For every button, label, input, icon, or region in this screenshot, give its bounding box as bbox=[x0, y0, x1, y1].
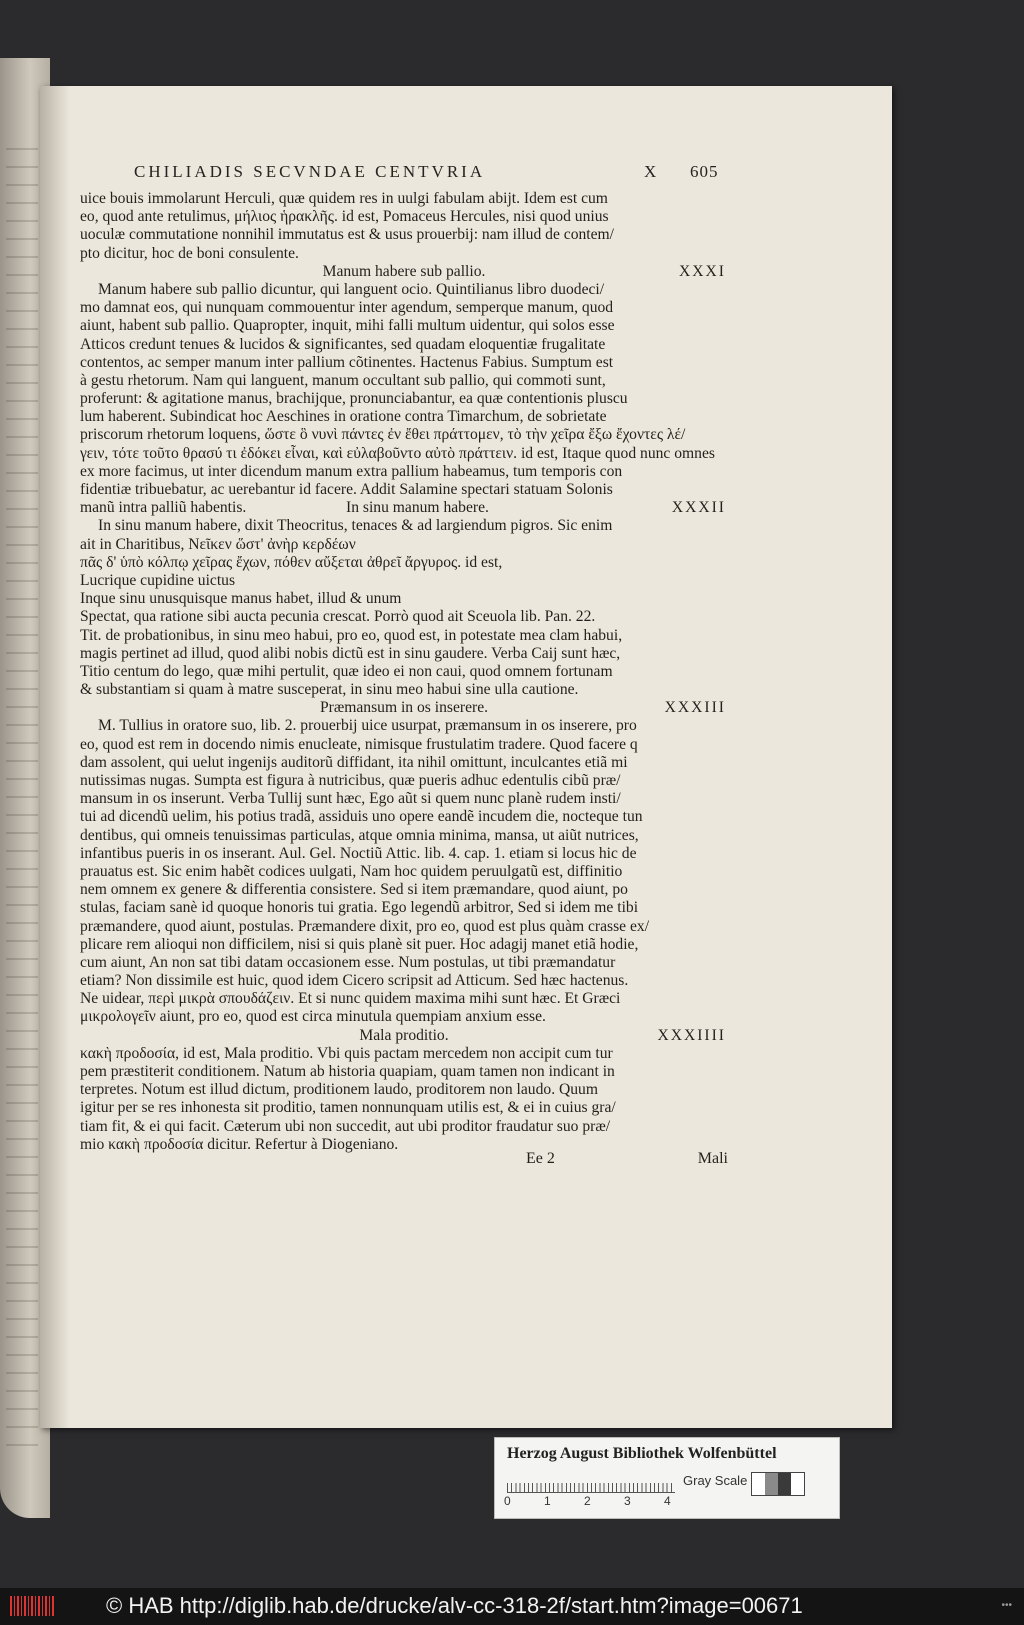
text-line: & substantiam si quam à matre susceperat, in sinu meo habui sine ulla cautione. bbox=[80, 681, 579, 699]
text-line: terpretes. Notum est illud dictum, proditionem laudo, proditorem non laudo. Quum bbox=[80, 1081, 598, 1099]
text-line: pem præstiterit conditionem. Natum ab historia quapiam, quam tamen non indicant in bbox=[80, 1063, 615, 1080]
text-line: pto dicitur, hoc de boni consulente. bbox=[80, 244, 299, 262]
scale-number: 4 bbox=[664, 1494, 671, 1508]
more-icon: ••• bbox=[1001, 1600, 1012, 1611]
text-line: Atticos credunt tenues & lucidos & significantes, sed quadam eloquentiæ frugalitate bbox=[80, 335, 606, 353]
text-line: à gestu rhetorum. Nam qui languent, manum occultant sub pallio, qui commoti sunt, bbox=[80, 371, 606, 389]
text-line: prauatus est. Sic enim habẽt codices uulgati, Nam hoc quidem peruulgatũ est, diffinitio bbox=[80, 862, 623, 880]
text-line: ait in Charitibus, Νεῖκεν ὥστ' ἀνὴρ κερδέων bbox=[80, 535, 356, 553]
text-line: dam assolent, qui uelut ingenijs auditorũ diffidant, ita nihil omittunt, inculcantes etiã mi bbox=[80, 753, 628, 771]
scale-number: 3 bbox=[624, 1494, 631, 1508]
gray-step bbox=[752, 1473, 765, 1495]
text-line: γειν, τότε τοῦτο θρασύ τι ἐδόκει εἶναι, καὶ εὐλαβοῦντο αὐτὸ πράττειν. id est, Itaque quod nunc omnes bbox=[80, 444, 715, 462]
facing-page-text bbox=[6, 148, 38, 1448]
body-text bbox=[80, 190, 728, 1154]
running-head-title: CHILIADIS SECVNDAE CENTVRIA bbox=[134, 162, 486, 181]
text-line: M. Tullius in oratore suo, lib. 2. prouerbij uice usurpat, præmansum in os inserere, pro bbox=[98, 717, 637, 735]
text-line: etiam? Non dissimile est huic, quod idem Cicero scripsit ad Atticum. Sed hæc hactenus. bbox=[80, 972, 629, 990]
hab-logo-icon bbox=[10, 1596, 54, 1616]
scale-number: 1 bbox=[544, 1494, 551, 1508]
text-line: Lucrique cupidine uictus bbox=[80, 571, 236, 589]
adage-heading bbox=[80, 263, 728, 281]
text-line: uice bouis immolarunt Herculi, quæ quidem res in uulgi fabulam abijt. Idem est cum bbox=[80, 190, 608, 207]
text-line: igitur per se res inhonesta sit proditio, tamen nonnunquam utilis est, & ei in cuius gra/ bbox=[80, 1099, 616, 1117]
text-line: mo damnat eos, qui nunquam commouentur inter agendum, semperque manum, quod bbox=[80, 299, 614, 317]
library-label-card bbox=[494, 1437, 840, 1519]
scale-number: 0 bbox=[504, 1494, 511, 1508]
book-page bbox=[40, 86, 892, 1428]
text-line: eo, quod ante retulimus, μήλιος ἡρακλῆς. id est, Pomaceus Hercules, nisi quod unius bbox=[80, 208, 609, 226]
text-line: priscorum rhetorum loquens, ὥστε ὃ νυνὶ πάντες ἐν ἔθει πράττομεν, τὸ τὴν χεῖρα ἔξω ἔχοντες λέ/ bbox=[80, 426, 686, 444]
folio-number: 605 bbox=[690, 162, 719, 181]
gray-scale-label: Gray Scale bbox=[683, 1473, 748, 1488]
text-line: In sinu manum habere, dixit Theocritus, tenaces & ad largiendum pigros. Sic enim bbox=[98, 517, 613, 535]
text-line: aiunt, habent sub pallio. Quapropter, inquit, mihi falli multum uidentur, qui solos esse bbox=[80, 317, 615, 335]
text-line: Spectat, qua ratione sibi aucta pecunia crescat. Porrò quod ait Sceuola lib. Pan. 22. bbox=[80, 608, 596, 626]
text-line: ex more facimus, ut inter dicendum manum extra pallium habeamus, tum temporis con bbox=[80, 462, 623, 480]
text-line: lum haberent. Subindicat hoc Aeschines in oratione contra Timarchum, de sobrietate bbox=[80, 408, 607, 426]
text-line: fidentiæ tribuebatur, ac uerebantur id facere. Addit Salamine spectari statuam Solonis bbox=[80, 481, 613, 498]
adage-number: XXXIII bbox=[664, 699, 726, 717]
text-line: μικρολογεῖν aiunt, pro eo, quod est circa minutula quempiam anxium esse. bbox=[80, 1008, 546, 1026]
gray-step bbox=[765, 1473, 778, 1495]
text-line-end: manũ intra palliũ habentis. bbox=[80, 499, 247, 517]
gray-step bbox=[791, 1473, 804, 1495]
text-line: tiam fit, & ei qui facit. Cæterum ubi non succedit, aut ubi proditor fraudatur suo præ/ bbox=[80, 1117, 611, 1135]
scale-numbers bbox=[504, 1494, 687, 1510]
adage-heading bbox=[80, 699, 728, 717]
text-line: πᾶς δ' ὑπὸ κόλπῳ χεῖρας ἔχων, πόθεν αὔξεται ἀθρεῖ ἄργυρος. id est, bbox=[80, 553, 503, 571]
text-line: κακὴ προδοσία, id est, Mala proditio. Vbi quis pactam mercedem non accipit cum tur bbox=[80, 1044, 613, 1062]
text-line: proferunt: & agitatione manus, brachijque, pronunciabantur, ea quæ contentionis pluscu bbox=[80, 390, 628, 408]
adage-title: In sinu manum habere. bbox=[346, 499, 489, 517]
library-name: Herzog August Bibliothek Wolfenbüttel bbox=[507, 1445, 777, 1462]
text-line: tui ad dicendũ uelim, his potius tradã, assiduis uno opere eandẽ incudem die, nocteque tun bbox=[80, 808, 643, 826]
text-line: stulas, faciam sanè id quoque honoris tui gratia. Ego legendũ arbitror, Sed si idem me tibi bbox=[80, 899, 639, 917]
adage-number: XXXI bbox=[679, 262, 726, 280]
text-line: Inque sinu unusquisque manus habet, illud & unum bbox=[80, 590, 402, 608]
catchword: Mali bbox=[697, 1150, 728, 1167]
adage-number: XXXIIII bbox=[657, 1026, 726, 1044]
text-line: infantibus pueris in os inserant. Aul. Gel. Noctiũ Attic. lib. 4. cap. 1. etiam si locus hic de bbox=[80, 844, 637, 862]
adage-heading bbox=[80, 1027, 728, 1045]
gray-scale-swatch bbox=[751, 1472, 805, 1496]
text-line: mansum in os inserunt. Verba Tullij sunt hæc, Ego aũt si quem nunc planè rudem insti/ bbox=[80, 790, 621, 808]
text-line: præmandere, quod aiunt, postulas. Præmandere dixit, pro eo, quod est plus quàm crasse ex/ bbox=[80, 917, 650, 935]
text-line: dentibus, qui omneis tenuissimas particulas, atque omnia minima, mansa, ut aiũt nutrices, bbox=[80, 826, 639, 844]
text-line: mio κακὴ προδοσία dicitur. Refertur à Diogeniano. bbox=[80, 1135, 399, 1153]
scale-ruler bbox=[507, 1472, 675, 1493]
spine-shadow bbox=[40, 86, 70, 1428]
text-line: Titio centum do lego, quæ mihi pertulit, quæ ideo ei non caui, quod omnem fortunam bbox=[80, 662, 613, 680]
text-line: uoculæ commutatione nonnihil immutatus est & usus prouerbij: nam illud de contem/ bbox=[80, 226, 615, 244]
text-line: magis pertinet ad illud, quod alibi nobis dictũ est in sinu gaudere. Verba Caij sunt hæc, bbox=[80, 644, 621, 662]
gray-step bbox=[778, 1473, 791, 1495]
text-line: Manum habere sub pallio dicuntur, qui languent ocio. Quintilianus libro duodeci/ bbox=[98, 280, 605, 298]
adage-heading bbox=[80, 499, 728, 517]
text-line: nutissimas nugas. Sumpta est figura à nutricibus, quæ pueris adhuc edentulis cibũ præ/ bbox=[80, 772, 621, 789]
running-head bbox=[134, 162, 734, 186]
catchline bbox=[80, 1150, 728, 1172]
footer-bar bbox=[0, 1588, 1024, 1625]
adage-title: Mala proditio. bbox=[359, 1026, 449, 1044]
text-line: contentos, ac semper manum inter pallium cõtinentes. Hactenus Fabius. Sumptum est bbox=[80, 353, 614, 371]
text-line: plicare rem alioqui non difficilem, nisi si quis planè sit puer. Hoc adagij manet etiã hodie, bbox=[80, 935, 639, 953]
signature-mark: Ee 2 bbox=[526, 1150, 555, 1167]
text-line: eo, quod est rem in docendo nimis enucleate, nimisque frustulatim tradere. Quod facere q bbox=[80, 735, 638, 753]
adage-title: Præmansum in os inserere. bbox=[319, 699, 489, 717]
text-line: nem omnem ex genere & differentia consistere. Sed si item præmandare, quod aiunt, po bbox=[80, 881, 628, 899]
footer-url: © HAB http://diglib.hab.de/drucke/alv-cc-318-2f/start.htm?image=00671 bbox=[106, 1593, 803, 1618]
adage-title: Manum habere sub pallio. bbox=[322, 262, 486, 280]
adage-number: XXXII bbox=[671, 499, 726, 517]
text-line: Tit. de probationibus, in sinu meo habui, pro eo, quod est, in potestate mea clam habui, bbox=[80, 626, 623, 644]
text-line: cum aiunt, An non sat tibi datam occasionem esse. Num postulas, ut tibi præmandatur bbox=[80, 953, 616, 971]
text-line: Ne uidear, περὶ μικρὰ σπουδάζειν. Et si nunc quidem maxima mihi sunt hæc. Et Græci bbox=[80, 990, 621, 1008]
running-head-century: X bbox=[644, 162, 660, 181]
scale-number: 2 bbox=[584, 1494, 591, 1508]
